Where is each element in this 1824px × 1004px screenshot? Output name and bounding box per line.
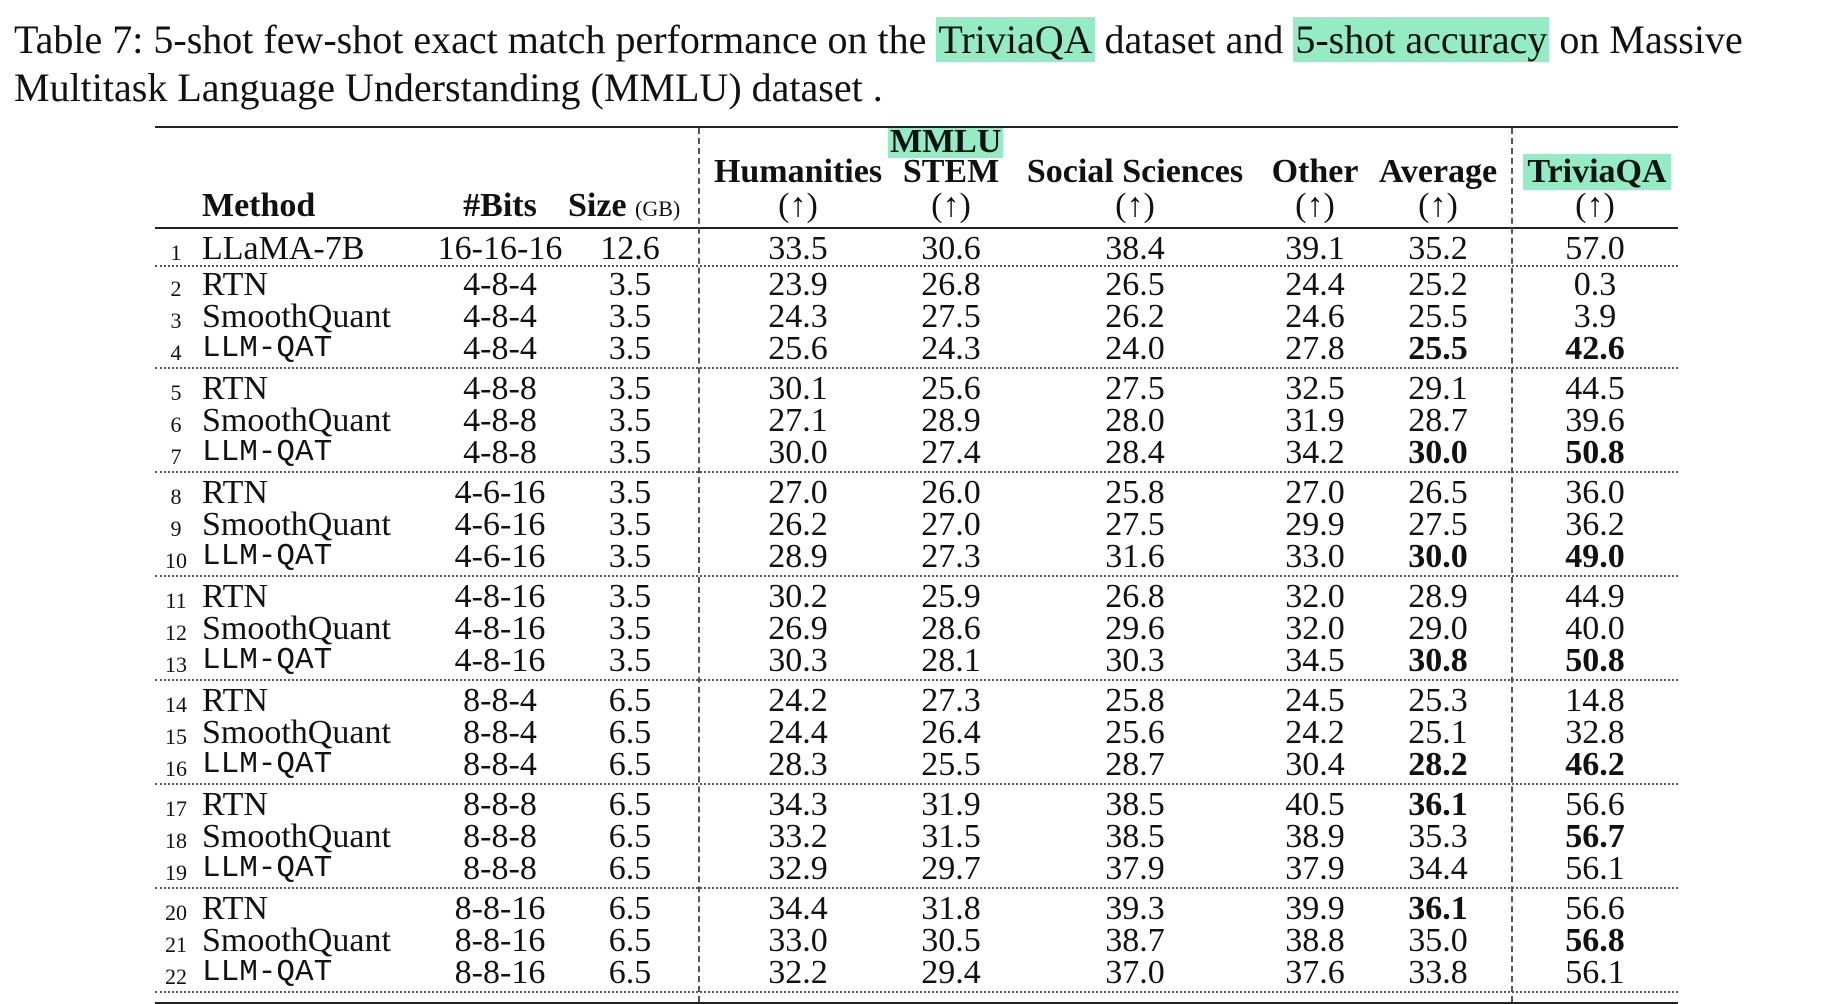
cell-social-sciences: 25.8 xyxy=(1105,682,1165,719)
cell-humanities: 27.1 xyxy=(768,402,828,439)
header-size-label: Size xyxy=(568,187,627,224)
cell-bits: 4-8-8 xyxy=(463,402,537,439)
row-index: 1 xyxy=(170,240,182,265)
cell-average: 36.1 xyxy=(1408,890,1468,927)
cell-size: 6.5 xyxy=(608,714,652,751)
header-social-sciences-arrow: (↑) xyxy=(1115,187,1155,224)
cell-average: 29.0 xyxy=(1408,610,1468,647)
cell-other: 27.8 xyxy=(1285,330,1345,367)
header-average-arrow: (↑) xyxy=(1418,187,1458,224)
cell-triviaqa: 39.6 xyxy=(1565,402,1625,439)
cell-bits: 4-8-16 xyxy=(454,610,546,647)
cell-bits: 4-6-16 xyxy=(454,474,546,511)
cell-stem: 27.3 xyxy=(921,682,981,719)
cell-size: 6.5 xyxy=(608,922,652,959)
cell-method: LLaMA-7B xyxy=(202,230,365,267)
table-caption xyxy=(14,16,1814,112)
table-row xyxy=(155,370,1678,407)
cell-bits: 8-8-4 xyxy=(463,746,537,783)
cell-triviaqa: 49.0 xyxy=(1565,538,1625,575)
cell-other: 27.0 xyxy=(1285,474,1345,511)
cell-method: SmoothQuant xyxy=(202,402,391,439)
cell-size: 6.5 xyxy=(608,954,652,991)
cell-triviaqa: 56.8 xyxy=(1565,922,1625,959)
row-index: 22 xyxy=(165,964,187,989)
cell-social-sciences: 28.0 xyxy=(1105,402,1165,439)
cell-stem: 31.8 xyxy=(921,890,981,927)
cell-other: 24.6 xyxy=(1285,298,1345,335)
cell-other: 32.0 xyxy=(1285,610,1345,647)
table-row xyxy=(155,890,1678,927)
cell-social-sciences: 37.0 xyxy=(1105,954,1165,991)
cell-bits: 4-8-16 xyxy=(454,578,546,615)
cell-method: SmoothQuant xyxy=(202,506,391,543)
cell-bits: 8-8-16 xyxy=(454,922,546,959)
header-humanities-arrow: (↑) xyxy=(778,187,818,224)
caption-highlight-triviaqa: TriviaQA xyxy=(938,17,1093,62)
cell-other: 24.4 xyxy=(1285,266,1345,303)
cell-stem: 31.5 xyxy=(921,818,981,855)
table-row xyxy=(155,746,1678,783)
cell-triviaqa: 56.7 xyxy=(1565,818,1625,855)
row-index: 20 xyxy=(165,900,187,925)
cell-size: 3.5 xyxy=(608,578,652,615)
cell-bits: 8-8-16 xyxy=(454,890,546,927)
cell-humanities: 24.3 xyxy=(768,298,828,335)
cell-stem: 25.6 xyxy=(921,370,981,407)
cell-bits: 8-8-4 xyxy=(463,714,537,751)
cell-social-sciences: 38.7 xyxy=(1105,922,1165,959)
cell-triviaqa: 0.3 xyxy=(1573,266,1617,303)
cell-average: 33.8 xyxy=(1408,954,1468,991)
cell-average: 29.1 xyxy=(1408,370,1468,407)
cell-average: 27.5 xyxy=(1408,506,1468,543)
cell-bits: 4-8-4 xyxy=(463,266,537,303)
cell-humanities: 32.2 xyxy=(768,954,828,991)
cell-bits: 16-16-16 xyxy=(437,230,563,267)
cell-bits: 4-8-4 xyxy=(463,330,537,367)
cell-social-sciences: 26.5 xyxy=(1105,266,1165,303)
caption-mid: dataset and xyxy=(1094,17,1294,62)
cell-size: 12.6 xyxy=(600,230,660,267)
row-index: 11 xyxy=(165,588,187,613)
mmlu-group-header: MMLU xyxy=(890,123,1002,160)
cell-other: 40.5 xyxy=(1285,786,1345,823)
cell-average: 25.5 xyxy=(1408,298,1468,335)
cell-method: LLM-QAT xyxy=(202,643,333,678)
cell-humanities: 28.3 xyxy=(768,746,828,783)
table-row xyxy=(155,610,1678,647)
row-index: 17 xyxy=(165,796,187,821)
cell-social-sciences: 39.3 xyxy=(1105,890,1165,927)
table-row xyxy=(155,714,1678,751)
cell-method: SmoothQuant xyxy=(202,298,391,335)
table-row xyxy=(155,682,1678,719)
header-triviaqa-arrow: (↑) xyxy=(1575,187,1615,224)
row-index: 21 xyxy=(165,932,187,957)
cell-method: RTN xyxy=(202,578,268,615)
cell-bits: 4-8-8 xyxy=(463,370,537,407)
cell-bits: 4-8-4 xyxy=(463,298,537,335)
row-index: 3 xyxy=(170,308,182,333)
cell-bits: 4-8-16 xyxy=(454,642,546,679)
row-index: 12 xyxy=(165,620,187,645)
cell-method: RTN xyxy=(202,474,268,511)
cell-average: 34.4 xyxy=(1408,850,1468,887)
cell-other: 24.2 xyxy=(1285,714,1345,751)
cell-humanities: 32.9 xyxy=(768,850,828,887)
table-row xyxy=(155,786,1678,823)
cell-other: 24.5 xyxy=(1285,682,1345,719)
cell-method: RTN xyxy=(202,890,268,927)
cell-social-sciences: 26.2 xyxy=(1105,298,1165,335)
header-social-sciences: Social Sciences xyxy=(1026,153,1244,190)
cell-average: 28.7 xyxy=(1408,402,1468,439)
cell-average: 36.1 xyxy=(1408,786,1468,823)
table-row xyxy=(155,330,1678,367)
cell-triviaqa: 42.6 xyxy=(1565,330,1625,367)
cell-other: 31.9 xyxy=(1285,402,1345,439)
cell-stem: 25.9 xyxy=(921,578,981,615)
row-index: 8 xyxy=(170,484,182,509)
cell-size: 3.5 xyxy=(608,610,652,647)
cell-method: SmoothQuant xyxy=(202,714,391,751)
cell-other: 32.0 xyxy=(1285,578,1345,615)
cell-stem: 29.4 xyxy=(921,954,981,991)
cell-stem: 28.1 xyxy=(921,642,981,679)
cell-bits: 4-8-8 xyxy=(463,434,537,471)
cell-method: LLM-QAT xyxy=(202,331,333,366)
cell-method: SmoothQuant xyxy=(202,610,391,647)
cell-social-sciences: 25.8 xyxy=(1105,474,1165,511)
caption-prefix: Table 7: 5-shot few-shot exact match performance on the xyxy=(14,17,937,62)
cell-humanities: 30.1 xyxy=(768,370,828,407)
header-humanities: Humanities xyxy=(713,153,883,190)
cell-size: 6.5 xyxy=(608,850,652,887)
cell-stem: 26.4 xyxy=(921,714,981,751)
cell-size: 6.5 xyxy=(608,746,652,783)
cell-bits: 8-8-4 xyxy=(463,682,537,719)
cell-method: LLM-QAT xyxy=(202,435,333,470)
cell-average: 28.9 xyxy=(1408,578,1468,615)
cell-humanities: 27.0 xyxy=(768,474,828,511)
cell-average: 30.0 xyxy=(1408,538,1468,575)
row-index: 15 xyxy=(165,724,187,749)
cell-social-sciences: 26.8 xyxy=(1105,578,1165,615)
cell-stem: 29.7 xyxy=(921,850,981,887)
cell-bits: 4-6-16 xyxy=(454,506,546,543)
cell-social-sciences: 27.5 xyxy=(1105,370,1165,407)
cell-stem: 28.9 xyxy=(921,402,981,439)
cell-stem: 27.0 xyxy=(921,506,981,543)
cell-humanities: 26.2 xyxy=(768,506,828,543)
group-separator xyxy=(155,471,1678,473)
cell-triviaqa: 44.5 xyxy=(1565,370,1625,407)
table-row xyxy=(155,642,1678,679)
cell-method: LLM-QAT xyxy=(202,955,333,990)
cell-stem: 31.9 xyxy=(921,786,981,823)
cell-average: 26.5 xyxy=(1408,474,1468,511)
cell-social-sciences: 31.6 xyxy=(1105,538,1165,575)
cell-triviaqa: 40.0 xyxy=(1565,610,1625,647)
cell-triviaqa: 32.8 xyxy=(1565,714,1625,751)
cell-method: RTN xyxy=(202,266,268,303)
cell-method: LLM-QAT xyxy=(202,539,333,574)
cell-triviaqa: 3.9 xyxy=(1573,298,1617,335)
row-index: 19 xyxy=(165,860,187,885)
header-stem: STEM xyxy=(902,153,1000,190)
cell-other: 37.9 xyxy=(1285,850,1345,887)
cell-average: 25.3 xyxy=(1408,682,1468,719)
cell-average: 25.5 xyxy=(1408,330,1468,367)
cell-stem: 30.5 xyxy=(921,922,981,959)
table-row xyxy=(155,298,1678,335)
cell-humanities: 34.4 xyxy=(768,890,828,927)
cell-humanities: 26.9 xyxy=(768,610,828,647)
cell-other: 39.1 xyxy=(1285,230,1345,267)
cell-other: 38.8 xyxy=(1285,922,1345,959)
table-row xyxy=(155,922,1678,959)
cell-size: 3.5 xyxy=(608,370,652,407)
cell-size: 3.5 xyxy=(608,506,652,543)
group-separator xyxy=(155,367,1678,369)
cell-social-sciences: 37.9 xyxy=(1105,850,1165,887)
cell-size: 3.5 xyxy=(608,266,652,303)
cell-other: 29.9 xyxy=(1285,506,1345,543)
cell-triviaqa: 36.0 xyxy=(1565,474,1625,511)
cell-average: 35.2 xyxy=(1408,230,1468,267)
cell-humanities: 34.3 xyxy=(768,786,828,823)
cell-stem: 26.8 xyxy=(921,266,981,303)
cell-method: RTN xyxy=(202,682,268,719)
group-separator xyxy=(155,679,1678,681)
cell-bits: 8-8-8 xyxy=(463,818,537,855)
cell-average: 25.2 xyxy=(1408,266,1468,303)
cell-average: 30.0 xyxy=(1408,434,1468,471)
row-index: 14 xyxy=(165,692,187,717)
cell-humanities: 23.9 xyxy=(768,266,828,303)
cell-other: 34.2 xyxy=(1285,434,1345,471)
cell-other: 39.9 xyxy=(1285,890,1345,927)
header-other: Other xyxy=(1271,153,1359,190)
cell-size: 6.5 xyxy=(608,890,652,927)
cell-humanities: 33.0 xyxy=(768,922,828,959)
cell-bits: 8-8-8 xyxy=(463,786,537,823)
row-index: 6 xyxy=(170,412,182,437)
group-separator xyxy=(155,991,1678,993)
cell-humanities: 28.9 xyxy=(768,538,828,575)
cell-size: 6.5 xyxy=(608,786,652,823)
cell-method: LLM-QAT xyxy=(202,747,333,782)
cell-method: SmoothQuant xyxy=(202,922,391,959)
row-index: 13 xyxy=(165,652,187,677)
cell-triviaqa: 36.2 xyxy=(1565,506,1625,543)
cell-average: 35.0 xyxy=(1408,922,1468,959)
cell-stem: 30.6 xyxy=(921,230,981,267)
table-row xyxy=(155,434,1678,471)
cell-stem: 26.0 xyxy=(921,474,981,511)
header-other-arrow: (↑) xyxy=(1295,187,1335,224)
cell-triviaqa: 56.6 xyxy=(1565,890,1625,927)
header-bits: #Bits xyxy=(463,187,537,224)
header-stem-arrow: (↑) xyxy=(931,187,971,224)
cell-other: 32.5 xyxy=(1285,370,1345,407)
cell-stem: 28.6 xyxy=(921,610,981,647)
row-index: 9 xyxy=(170,516,182,541)
cell-size: 3.5 xyxy=(608,642,652,679)
row-index: 18 xyxy=(165,828,187,853)
cell-stem: 24.3 xyxy=(921,330,981,367)
cell-social-sciences: 25.6 xyxy=(1105,714,1165,751)
cell-triviaqa: 44.9 xyxy=(1565,578,1625,615)
top-rule xyxy=(155,126,1678,128)
cell-humanities: 25.6 xyxy=(768,330,828,367)
cell-social-sciences: 38.5 xyxy=(1105,786,1165,823)
cell-bits: 4-6-16 xyxy=(454,538,546,575)
cell-humanities: 24.2 xyxy=(768,682,828,719)
row-index: 2 xyxy=(170,276,182,301)
cell-size: 3.5 xyxy=(608,474,652,511)
cell-social-sciences: 28.7 xyxy=(1105,746,1165,783)
cell-size: 3.5 xyxy=(608,402,652,439)
cell-method: LLM-QAT xyxy=(202,851,333,886)
cell-stem: 27.5 xyxy=(921,298,981,335)
cell-triviaqa: 50.8 xyxy=(1565,434,1625,471)
caption-suffix: on Massive Multitask Language Understanding (MMLU) dataset . xyxy=(14,17,1743,110)
row-index: 10 xyxy=(165,548,187,573)
row-index: 4 xyxy=(170,340,182,365)
cell-stem: 27.4 xyxy=(921,434,981,471)
cell-humanities: 30.2 xyxy=(768,578,828,615)
table-row xyxy=(155,474,1678,511)
cell-humanities: 30.3 xyxy=(768,642,828,679)
table-row xyxy=(155,818,1678,855)
cell-size: 3.5 xyxy=(608,538,652,575)
cell-method: RTN xyxy=(202,786,268,823)
table-row xyxy=(155,266,1678,303)
cell-stem: 25.5 xyxy=(921,746,981,783)
header-rule xyxy=(155,227,1678,229)
table-row xyxy=(155,402,1678,439)
header-size-unit: (GB) xyxy=(635,196,681,221)
cell-humanities: 33.2 xyxy=(768,818,828,855)
cell-social-sciences: 24.0 xyxy=(1105,330,1165,367)
header-average: Average xyxy=(1378,153,1498,190)
cell-social-sciences: 27.5 xyxy=(1105,506,1165,543)
group-separator xyxy=(155,887,1678,889)
row-index: 5 xyxy=(170,380,182,405)
cell-size: 6.5 xyxy=(608,818,652,855)
group-separator xyxy=(155,575,1678,577)
table-row xyxy=(155,538,1678,575)
cell-stem: 27.3 xyxy=(921,538,981,575)
group-separator xyxy=(155,265,1678,267)
group-separator xyxy=(155,783,1678,785)
cell-average: 30.8 xyxy=(1408,642,1468,679)
cell-humanities: 30.0 xyxy=(768,434,828,471)
cell-average: 25.1 xyxy=(1408,714,1468,751)
cell-size: 3.5 xyxy=(608,330,652,367)
cell-method: SmoothQuant xyxy=(202,818,391,855)
cell-other: 33.0 xyxy=(1285,538,1345,575)
row-index: 16 xyxy=(165,756,187,781)
cell-size: 6.5 xyxy=(608,682,652,719)
table-row xyxy=(155,850,1678,887)
cell-triviaqa: 57.0 xyxy=(1565,230,1625,267)
cell-size: 3.5 xyxy=(608,434,652,471)
cell-social-sciences: 30.3 xyxy=(1105,642,1165,679)
cell-triviaqa: 56.6 xyxy=(1565,786,1625,823)
cell-average: 35.3 xyxy=(1408,818,1468,855)
header-triviaqa: TriviaQA xyxy=(1523,154,1671,190)
caption-highlight-accuracy: 5-shot accuracy xyxy=(1295,17,1548,62)
cell-other: 34.5 xyxy=(1285,642,1345,679)
cell-social-sciences: 38.5 xyxy=(1105,818,1165,855)
header-method: Method xyxy=(202,187,316,224)
cell-triviaqa: 56.1 xyxy=(1565,850,1625,887)
cell-average: 28.2 xyxy=(1408,746,1468,783)
table-row xyxy=(155,506,1678,543)
cell-humanities: 33.5 xyxy=(768,230,828,267)
table-row xyxy=(155,578,1678,615)
table-row xyxy=(155,230,1678,267)
cell-social-sciences: 28.4 xyxy=(1105,434,1165,471)
cell-size: 3.5 xyxy=(608,298,652,335)
cell-social-sciences: 38.4 xyxy=(1105,230,1165,267)
cell-bits: 8-8-8 xyxy=(463,850,537,887)
cell-other: 38.9 xyxy=(1285,818,1345,855)
row-index: 7 xyxy=(170,444,182,469)
cell-humanities: 24.4 xyxy=(768,714,828,751)
cell-bits: 8-8-16 xyxy=(454,954,546,991)
cell-triviaqa: 46.2 xyxy=(1565,746,1625,783)
header-size xyxy=(568,188,680,227)
cell-method: RTN xyxy=(202,370,268,407)
cell-social-sciences: 29.6 xyxy=(1105,610,1165,647)
cell-triviaqa: 50.8 xyxy=(1565,642,1625,679)
cell-other: 30.4 xyxy=(1285,746,1345,783)
cell-other: 37.6 xyxy=(1285,954,1345,991)
cell-triviaqa: 56.1 xyxy=(1565,954,1625,991)
table-row xyxy=(155,954,1678,991)
cell-triviaqa: 14.8 xyxy=(1565,682,1625,719)
